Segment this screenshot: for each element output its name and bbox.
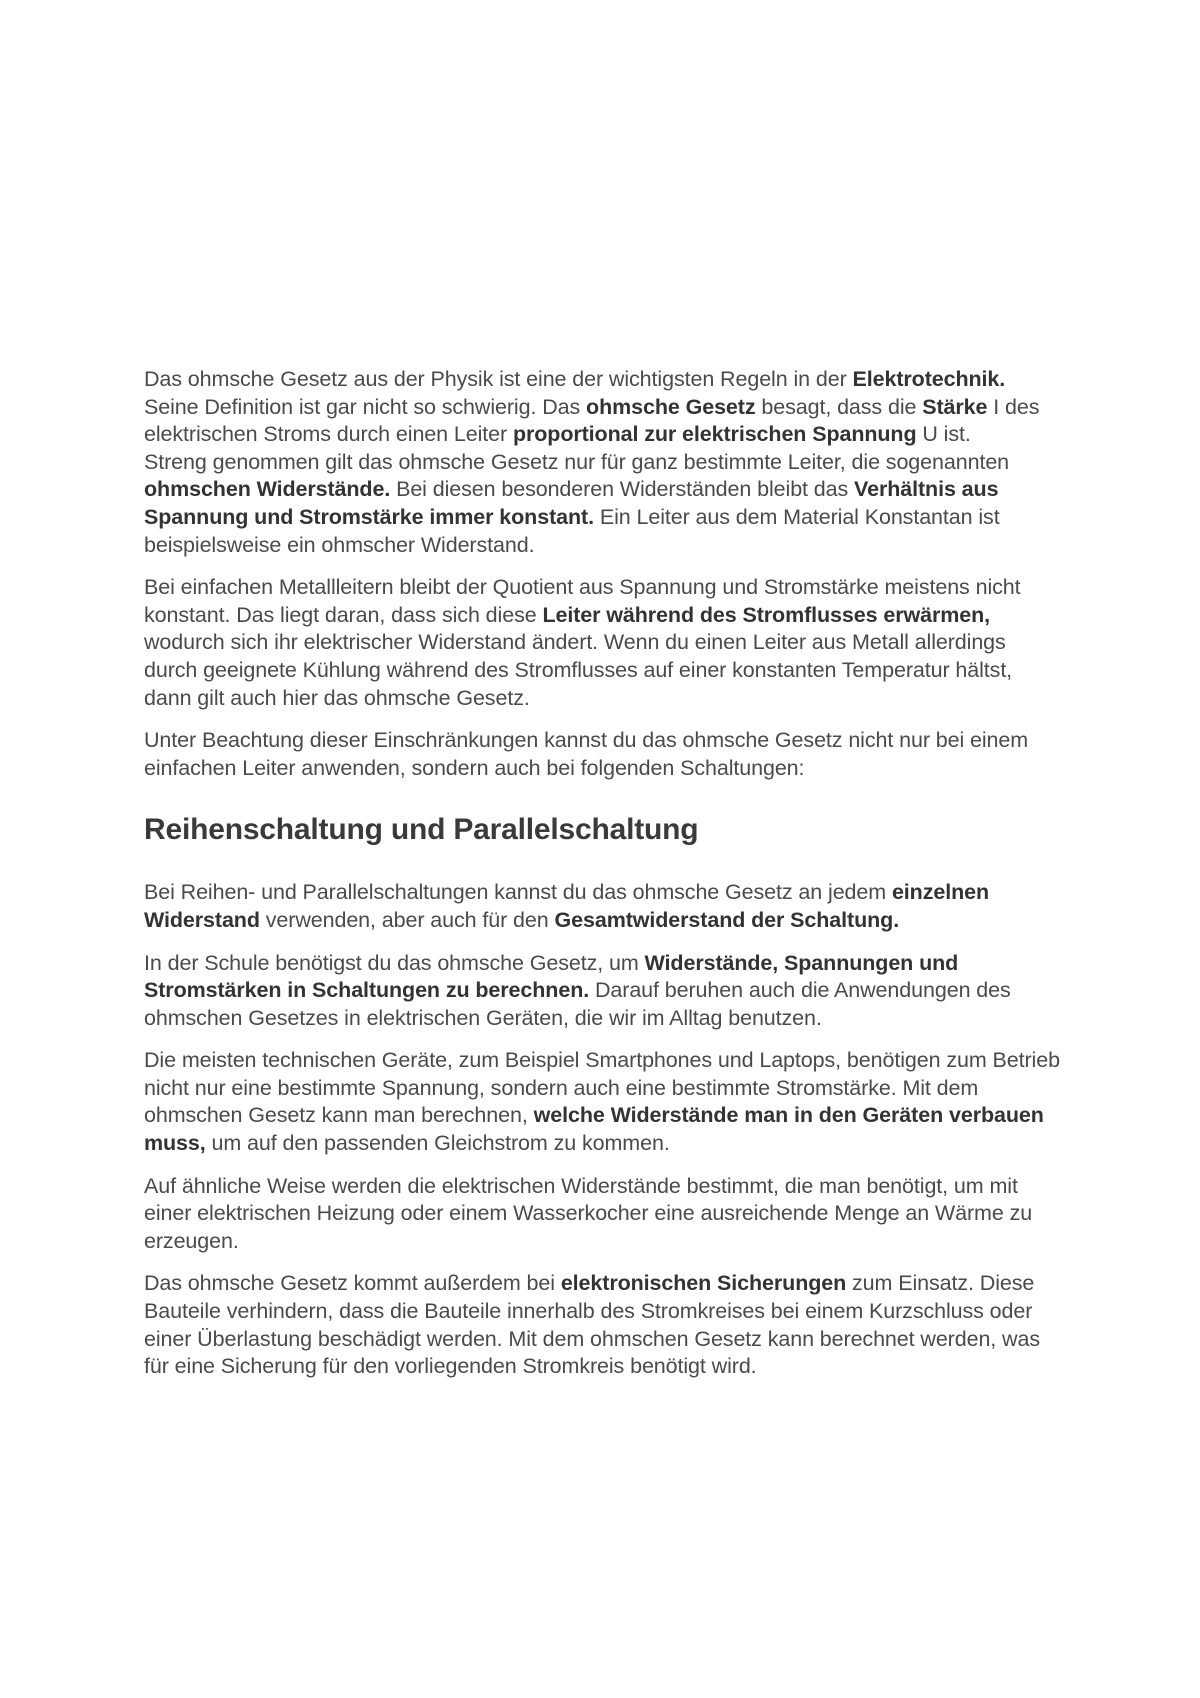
text-run: Das ohmsche Gesetz aus der Physik ist eine der wichtigsten Regeln in der [144,367,853,391]
line-block [144,449,1064,559]
intro-paragraph-2 [144,574,1064,712]
section-paragraph-4 [144,1173,1064,1256]
text-run: Seine Definition ist gar nicht so schwierig. Das [144,394,587,419]
text-run: U ist. [916,422,971,447]
text-run: I des elektrischen Stroms durch einen Leiter [144,394,1040,447]
bold-run: welche Widerstände man in den Geräten verbauen muss, [144,1103,1044,1156]
bold-run: ohmschen Widerstände. [144,477,391,502]
section-heading: Reihenschaltung und Parallelschaltung [144,813,699,847]
text-run: besagt, dass die [755,394,923,419]
text-run: wodurch sich ihr elektrischer Widerstand ändert. Wenn du einen Leiter aus Metall allerdings durch geeignete Kühlung während des Stromflusses auf einer konstanten Temperatur hältst, dann gilt auch hier das ohmsche Gesetz. [144,630,1013,710]
bold-run: Leiter während des Stromflusses erwärmen, [542,602,991,627]
intro-paragraph-3 [144,727,1064,782]
text-run: Ein Leiter aus dem Material Konstantan ist beispielsweise ein ohmscher Widerstand. [144,504,1000,557]
text-run: Streng genommen gilt das ohmsche Gesetz nur für ganz bestimmte Leiter, die sogenannten [144,449,1010,474]
bold-run: Stärke [922,394,988,419]
text-run: Auf ähnliche Weise werden die elektrischen Widerstände bestimmt, die man benötigt, um mit einer elektrischen Heizung oder einem Wasserkocher eine ausreichende Menge an Wärme zu erzeugen. [144,1173,1033,1253]
section-paragraph-3 [144,1047,1064,1157]
document-body [144,366,1064,1396]
text-run: In der Schule benötigst du das ohmsche Gesetz, um [144,950,645,975]
bold-run: elektronischen Sicherungen [560,1271,847,1296]
text-run: Bei einfachen Metallleitern bleibt der Quotient aus Spannung und Stromstärke meistens nicht konstant. Das liegt daran, dass sich diese [144,575,1021,627]
text-run: verwenden, aber auch für den [259,907,555,932]
bold-run: ohmsche Gesetz [586,394,756,419]
bold-run: proportional zur elektrischen Spannung [512,422,917,447]
section-paragraph-5 [144,1270,1064,1380]
text-run: Unter Beachtung dieser Einschränkungen kannst du das ohmsche Gesetz nicht nur bei einem einfachen Leiter anwenden, sondern auch bei folgenden Schaltungen: [144,728,1029,780]
section-paragraph-2 [144,950,1064,1033]
intro-paragraph-1 [144,366,1064,559]
text-run: Das ohmsche Gesetz kommt außerdem bei [144,1271,561,1296]
bold-run: Verhältnis aus Spannung und Stromstärke immer konstant. [144,477,999,529]
text-run: Bei Reihen- und Parallelschaltungen kannst du das ohmsche Gesetz an jedem [144,880,892,905]
bold-run: einzelnen Widerstand [144,880,990,932]
text-run: Die meisten technischen Geräte, zum Beispiel Smartphones und Laptops, benötigen zum Betrieb nicht nur eine bestimmte Spannung, sondern auch eine bestimmte Stromstärke. Mit dem ohmschen Gesetz kann man berechnen, [144,1048,1060,1128]
bold-run: Gesamtwiderstand der Schaltung. [554,907,900,932]
text-run: zum Einsatz. Diese Bauteile verhindern, dass die Bauteile innerhalb des Stromkreises bei einem Kurzschluss oder einer Überlastung beschädigt werden. Mit dem ohmschen Gesetz kann berechnet werden, was für eine Sicherung für den vorliegenden Stromkreis benötigt wird. [144,1271,1040,1379]
section-paragraph-1 [144,879,1064,934]
text-run: Darauf beruhen auch die Anwendungen des ohmschen Gesetzes in elektrischen Geräten, die wir im Alltag benutzen. [144,978,1011,1030]
text-run: um auf den passenden Gleichstrom zu kommen. [205,1131,670,1156]
bold-run: Widerstände, Spannungen und Stromstärken in Schaltungen zu berechnen. [144,950,959,1003]
bold-run: Elektrotechnik. [852,367,1006,391]
text-run: Bei diesen besonderen Widerständen bleibt das [390,477,855,502]
